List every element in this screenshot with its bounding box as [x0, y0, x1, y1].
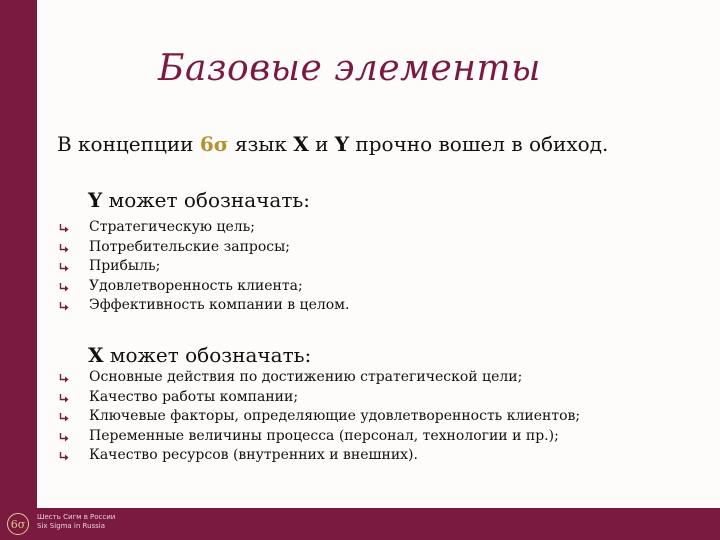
list-item [58, 388, 580, 408]
list-item [58, 257, 350, 277]
intro-x: X [293, 132, 309, 156]
footer-text [37, 513, 115, 531]
arrow-bullet-icon [58, 281, 70, 293]
list-item [58, 427, 580, 447]
intro-sentence [57, 132, 608, 156]
y-heading [88, 188, 310, 212]
y-list [58, 218, 350, 316]
x-heading [88, 343, 311, 367]
list-item [58, 446, 580, 466]
list-item [58, 218, 350, 238]
list-item-text: Удовлетворенность клиента; [89, 277, 303, 294]
arrow-bullet-icon [58, 411, 70, 423]
arrow-bullet-icon [58, 450, 70, 462]
list-item-text: Прибыль; [89, 258, 161, 274]
six-sigma-logo-icon [5, 512, 31, 536]
list-item [58, 368, 580, 388]
list-item-text: Качество работы компании; [89, 388, 299, 405]
y-heading-text: может обозначать: [102, 188, 311, 212]
arrow-bullet-icon [58, 261, 70, 273]
intro-y: Y [334, 132, 350, 156]
intro-after: прочно вошел в обиход. [349, 132, 609, 156]
logo-text: 6σ [10, 518, 26, 531]
intro-before: В концепции [57, 132, 200, 156]
arrow-bullet-icon [58, 222, 70, 234]
list-item-text: Ключевые факторы, определяющие удовлетворенность клиентов; [89, 408, 581, 424]
list-item-text: Основные действия по достижению стратегической цели; [89, 369, 523, 385]
list-item [58, 238, 350, 258]
arrow-bullet-icon [58, 431, 70, 443]
arrow-bullet-icon [58, 300, 70, 312]
intro-middle1: язык [228, 132, 294, 156]
list-item-text: Эффективность компании в целом. [89, 297, 350, 313]
x-heading-text: может обозначать: [103, 343, 312, 367]
list-item [58, 277, 350, 297]
y-letter: Y [88, 188, 103, 212]
footer-line-en: Six Sigma in Russia [37, 522, 106, 530]
list-item-text: Переменные величины процесса (персонал, технологии и пр.); [89, 427, 559, 444]
six-sigma-symbol: 6σ [199, 132, 229, 156]
list-item-text: Качество ресурсов (внутренних и внешних). [89, 447, 418, 463]
list-item-text: Потребительские запросы; [89, 238, 290, 255]
arrow-bullet-icon [58, 242, 70, 254]
footer-line-ru: Шесть Сигм в России [37, 513, 116, 521]
slide-title: Базовые элементы [158, 48, 541, 89]
arrow-bullet-icon [58, 372, 70, 384]
x-letter: X [88, 343, 104, 367]
list-item [58, 407, 580, 427]
arrow-bullet-icon [58, 392, 70, 404]
intro-middle2: и [308, 132, 335, 156]
x-list [58, 368, 580, 466]
list-item [58, 296, 350, 316]
list-item-text: Стратегическую цель; [89, 219, 255, 235]
